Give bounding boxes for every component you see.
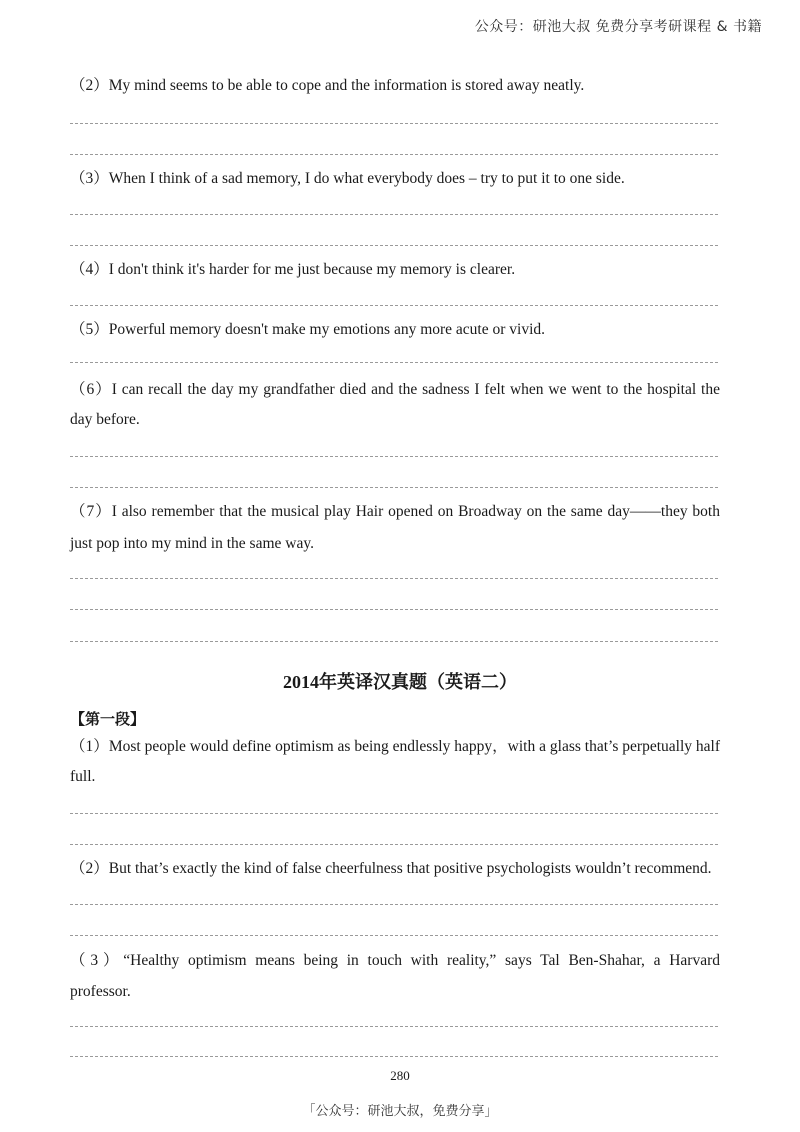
answer-line xyxy=(70,154,718,155)
sentence-4-line-1: （4）I don't think it's harder for me just because my memory is clearer. xyxy=(70,261,516,278)
section-title: 2014年英译汉真题（英语二） xyxy=(283,672,517,692)
sentence-2014-1-line-1: （1）Most people would define optimism as being endlessly happy，with a glass that’s perpetually half xyxy=(70,738,720,755)
sentence-5-line-1: （5）Powerful memory doesn't make my emotions any more acute or vivid. xyxy=(70,321,546,338)
answer-line xyxy=(70,1026,718,1027)
answer-line xyxy=(70,813,718,814)
sentence-7-line-2: just pop into my mind in the same way. xyxy=(70,535,314,552)
sentence-6-line-2: day before. xyxy=(70,411,140,428)
paragraph-label: 【第一段】 xyxy=(70,710,146,728)
sentence-3-line-1: （3）When I think of a sad memory, I do what everybody does – try to put it to one side. xyxy=(70,170,625,187)
answer-line xyxy=(70,245,718,246)
answer-line xyxy=(70,904,718,905)
answer-line xyxy=(70,578,718,579)
sentence-7-line-1: （7）I also remember that the musical play Hair opened on Broadway on the same day——they both xyxy=(70,503,720,520)
answer-line xyxy=(70,641,718,642)
sentence-2014-3-line-2: professor. xyxy=(70,983,131,1000)
sentence-2-line-1: （2）My mind seems to be able to cope and the information is stored away neatly. xyxy=(70,77,585,94)
answer-line xyxy=(70,123,718,124)
answer-line xyxy=(70,362,718,363)
answer-line xyxy=(70,609,718,610)
page-header: 公众号：研池大叔 免费分享考研课程 & 书籍 xyxy=(474,19,762,35)
answer-line xyxy=(70,456,718,457)
answer-line xyxy=(70,305,718,306)
answer-line xyxy=(70,935,718,936)
answer-line xyxy=(70,1056,718,1057)
page-footer: 「公众号：研池大叔，免费分享」 xyxy=(302,1104,498,1119)
answer-line xyxy=(70,214,718,215)
sentence-6-line-1: （6）I can recall the day my grandfather died and the sadness I felt when we went to the hospital the xyxy=(70,381,720,398)
sentence-2014-2-line-1: （2）But that’s exactly the kind of false cheerfulness that positive psychologists wouldn’t recommend. xyxy=(70,860,712,877)
page-number: 280 xyxy=(390,1068,410,1083)
sentence-2014-3-line-1: （3）“Healthy optimism means being in touch with reality,” says Tal Ben-Shahar, a Harvard xyxy=(70,952,720,969)
answer-line xyxy=(70,487,718,488)
sentence-2014-1-line-2: full. xyxy=(70,768,96,785)
answer-line xyxy=(70,844,718,845)
